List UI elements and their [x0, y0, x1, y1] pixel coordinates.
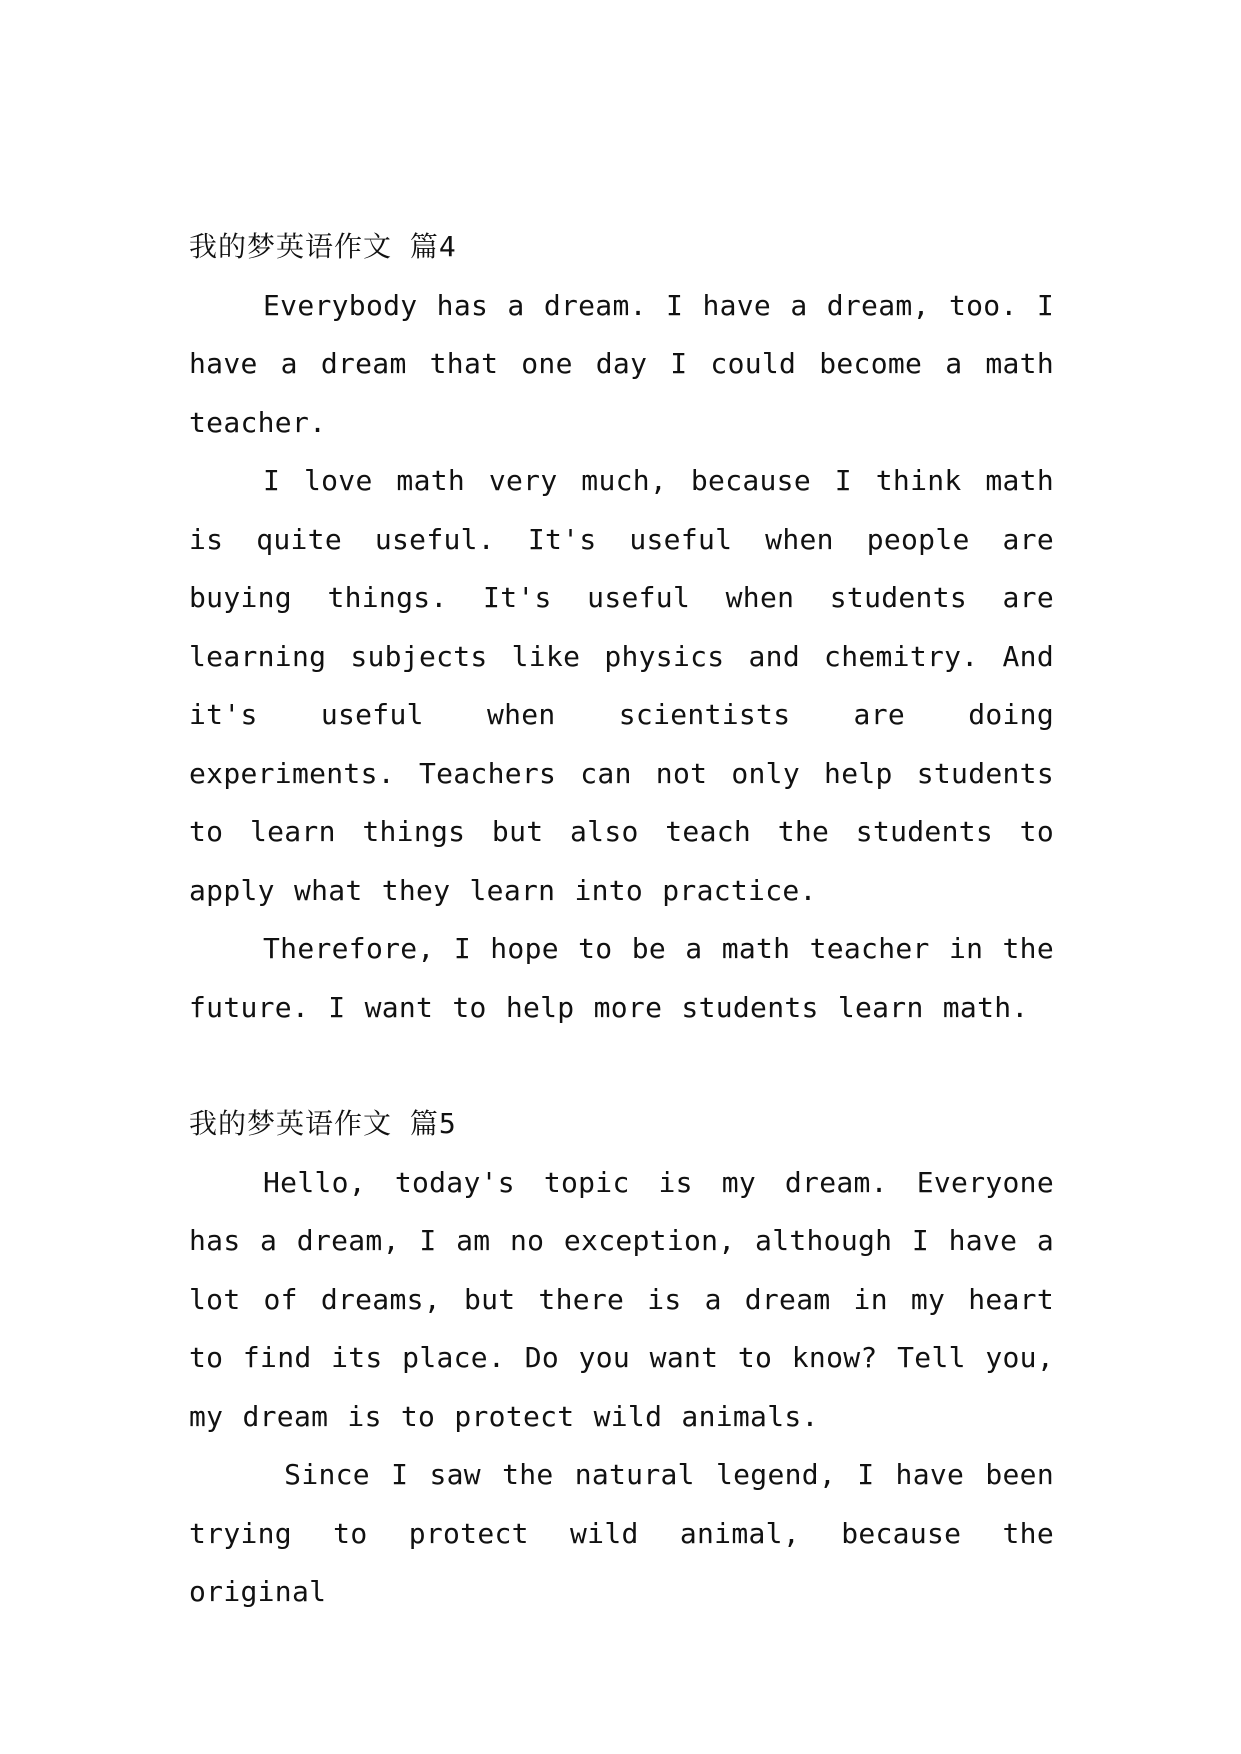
essay-section-5 — [189, 1095, 1074, 1622]
document-body — [189, 218, 1074, 1622]
paragraph: Hello, today's topic is my dream. Everyone has a dream, I am no exception, although I have a lot of dreams, but there is a dream in my heart to find its place. Do you want to know? Tell you, my dream is to protect wild animals. — [189, 1165, 1054, 1433]
paragraph: Therefore, I hope to be a math teacher in the future. I want to help more students learn math. — [189, 932, 1054, 1024]
paragraph: Since I saw the natural legend, I have been trying to protect wild animal, because the original — [189, 1458, 1074, 1608]
section-spacer — [189, 1037, 1054, 1095]
section-heading: 我的梦英语作文 篇5 — [189, 1107, 457, 1140]
paragraph: I love math very much, because I think math is quite useful. It's useful when people are buying things. It's useful when students are learning subjects like physics and chemitry. And it's useful when scientists are doing experiments. Teachers can not only help students to learn things but also teach the students to apply what they learn into practice. — [189, 464, 1054, 907]
paragraph: Everybody has a dream. I have a dream, too. I have a dream that one day I could become a math teacher. — [189, 288, 1054, 439]
section-heading: 我的梦英语作文 篇4 — [189, 230, 457, 263]
essay-section-4 — [189, 218, 1054, 1037]
